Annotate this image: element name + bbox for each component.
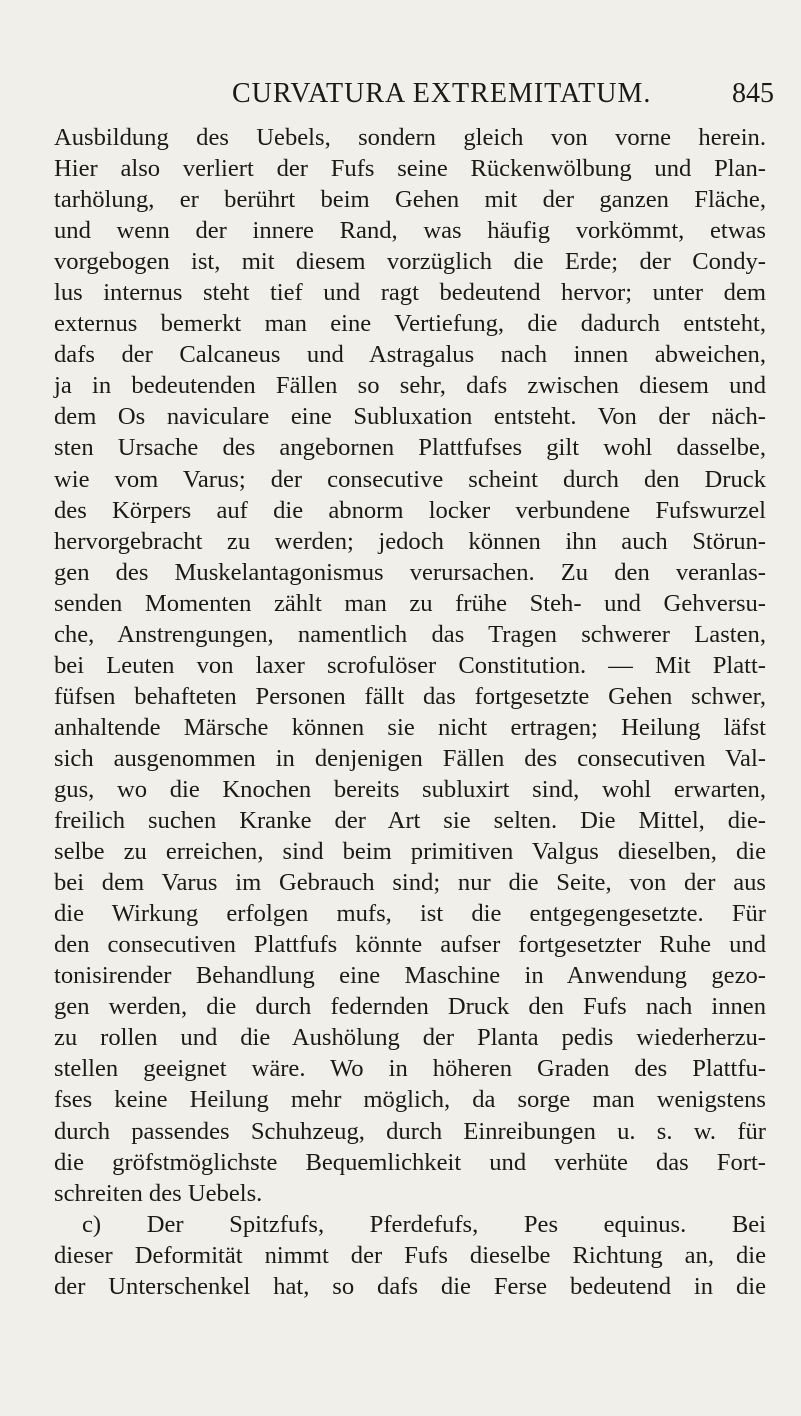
- text-line: dem Os naviculare eine Subluxation entsteht. Von der näch-: [54, 403, 766, 431]
- text-line: gen werden, die durch federnden Druck den Fufs nach innen: [54, 993, 766, 1021]
- page-header: [54, 78, 774, 114]
- text-line: füfsen behafteten Personen fällt das fortgesetzte Gehen schwer,: [54, 682, 766, 710]
- text-line: externus bemerkt man eine Vertiefung, die dadurch entsteht,: [54, 310, 766, 338]
- text-line: tonisirender Behandlung eine Maschine in Anwendung gezo-: [54, 962, 766, 990]
- text-line: schreiten des Uebels.: [54, 1179, 263, 1207]
- text-line: anhaltende Märsche können sie nicht ertragen; Heilung läfst: [54, 713, 766, 741]
- text-line: bei Leuten von laxer scrofulöser Constitution. — Mit Platt-: [54, 651, 766, 679]
- page-number: 845: [732, 78, 774, 109]
- text-line: senden Momenten zählt man zu frühe Steh- und Gehversu-: [54, 589, 766, 617]
- text-line: wie vom Varus; der consecutive scheint durch den Druck: [54, 465, 766, 493]
- text-line: des Körpers auf die abnorm locker verbundene Fufswurzel: [54, 496, 766, 524]
- text-line: bei dem Varus im Gebrauch sind; nur die Seite, von der aus: [54, 869, 766, 897]
- text-line: hervorgebracht zu werden; jedoch können ihn auch Störun-: [54, 527, 766, 555]
- body-text: [54, 122, 766, 1302]
- text-line: gus, wo die Knochen bereits subluxirt sind, wohl erwarten,: [54, 775, 766, 803]
- text-line: gen des Muskelantagonismus verursachen. Zu den veranlas-: [54, 558, 766, 586]
- running-head: CURVATURA EXTREMITATUM.: [232, 78, 652, 109]
- text-line: selbe zu erreichen, sind beim primitiven Valgus dieselben, die: [54, 838, 766, 866]
- text-line: die Wirkung erfolgen mufs, ist die entgegengesetzte. Für: [54, 900, 766, 928]
- text-line: dieser Deformität nimmt der Fufs dieselbe Richtung an, die: [54, 1241, 766, 1269]
- text-line: durch passendes Schuhzeug, durch Einreibungen u. s. w. für: [54, 1117, 766, 1145]
- text-line: che, Anstrengungen, namentlich das Tragen schwerer Lasten,: [54, 620, 766, 648]
- text-line: tarhölung, er berührt beim Gehen mit der ganzen Fläche,: [54, 186, 766, 214]
- text-line: sten Ursache des angebornen Plattfufses gilt wohl dasselbe,: [54, 434, 766, 462]
- text-line: ja in bedeutenden Fällen so sehr, dafs zwischen diesem und: [54, 372, 766, 400]
- text-line: Ausbildung des Uebels, sondern gleich von vorne herein.: [54, 124, 766, 151]
- text-line: dafs der Calcaneus und Astragalus nach innen abweichen,: [54, 341, 766, 369]
- text-line: den consecutiven Plattfufs könnte aufser fortgesetzter Ruhe und: [54, 931, 766, 959]
- text-line: Hier also verliert der Fufs seine Rückenwölbung und Plan-: [54, 155, 766, 183]
- text-line: fses keine Heilung mehr möglich, da sorge man wenigstens: [54, 1086, 766, 1114]
- text-line: und wenn der innere Rand, was häufig vorkömmt, etwas: [54, 217, 766, 245]
- text-line: sich ausgenommen in denjenigen Fällen des consecutiven Val-: [54, 744, 766, 772]
- text-line: der Unterschenkel hat, so dafs die Ferse bedeutend in die: [54, 1272, 766, 1300]
- text-line: vorgebogen ist, mit diesem vorzüglich die Erde; der Condy-: [54, 248, 766, 276]
- text-line: die gröfstmöglichste Bequemlichkeit und verhüte das Fort-: [54, 1148, 766, 1176]
- text-line: stellen geeignet wäre. Wo in höheren Graden des Plattfu-: [54, 1055, 766, 1083]
- section-heading-line: c) Der Spitzfufs, Pferdefufs, Pes equinus. Bei: [82, 1210, 766, 1238]
- text-line: lus internus steht tief und ragt bedeutend hervor; unter dem: [54, 279, 766, 307]
- text-line: zu rollen und die Aushölung der Planta pedis wiederherzu-: [54, 1024, 766, 1052]
- text-line: freilich suchen Kranke der Art sie selten. Die Mittel, die-: [54, 807, 766, 835]
